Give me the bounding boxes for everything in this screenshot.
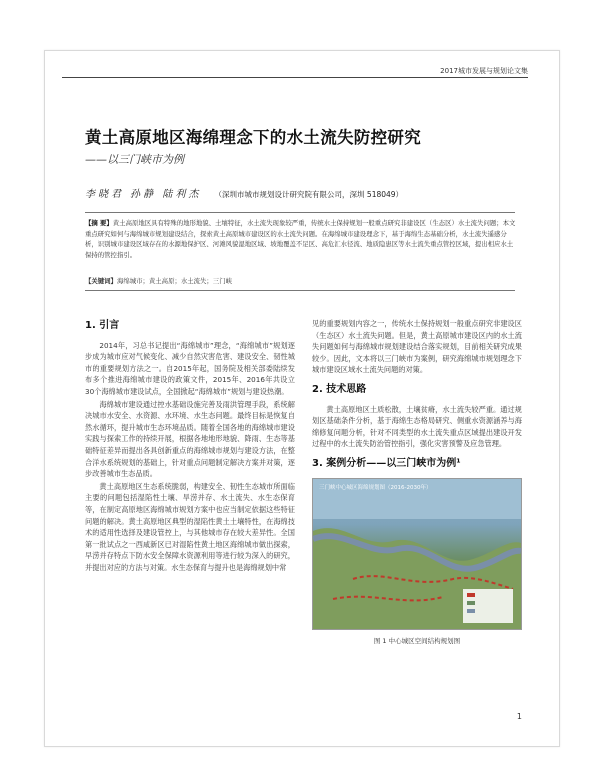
author-affiliation: （深圳市城市规划设计研究院有限公司，深圳 518049） xyxy=(214,190,404,199)
abstract-text: 黄土高原地区具有特殊的地形地貌、土壤特征，水土流失现象较严重，传统水土保持规划一般重点研究非建设区（生态区）水土流失问题；本文重点研究如何与海绵城市规划建设结合，探索黄土高原城市建设区的水土流失问题。在海绵城市建设理念下，基于海绵生态基础分析，水土流失遥感分析，识别城市建设区域存在的水源地保护区、河滩风貌湿地区域、坡地覆盖不足区、高危汇水径流、地质隐患区等水土流失重点管控区域，提出相应水土保持的管控指引。 xyxy=(85,219,516,259)
left-column xyxy=(85,318,295,574)
abstract-top-rule xyxy=(85,212,515,213)
header-rule xyxy=(62,77,528,78)
section-heading-tech: 2. 技术思路 xyxy=(312,383,367,395)
paragraph: 见的重要规划内容之一，传统水土保持规划一般重点研究非建设区（生态区）水土流失问题。但是，黄土高原城市建设区内的水土流失问题如何与海绵城市规划建设结合落实规划，目前相关研究成果较少。因此，文本将以三门峡市为案例，研究海绵城市规划理念下城市建设区域水土流失问题的对策。 xyxy=(312,319,522,375)
author-line xyxy=(85,185,403,200)
paragraph: 黄土高原地区土质松散，土壤贫瘠，水土流失较严重。通过规划区基础条件分析，基于海绵生态格局研究、侧重水资源涵养与海绵修复问题分析，针对不同类型的水土流失重点区域提出建设开发过程中的水土流失防治管控指引，强化灾害预警及应急管理。 xyxy=(312,404,522,449)
keywords-block xyxy=(85,276,515,285)
right-column xyxy=(312,318,522,647)
paragraph: 2014年，习总书记提出“海绵城市”理念，“海绵城市”规划逐步成为城市应对气候变化、减少自然灾害危害、建设安全、韧性城市的重要规划方法之一。自2015年起，国务院及相关部委陆续发布多个推进海绵城市建设的政策文件，2015年、2016年共设立30个海绵城市建设试点，全国掀起“海绵城市”规划与建设热潮。 xyxy=(85,340,295,396)
keywords-text: 海绵城市；黄土高原；水土流失；三门峡 xyxy=(116,277,232,285)
author-names: 李晓君 孙静 陆利杰 xyxy=(85,189,202,200)
paragraph: 黄土高原地区生态系统脆弱，构建安全、韧性生态城市所面临主要的问题包括湿陷性土壤、旱涝并存、水土流失、水生态保育等，在制定高原地区海绵城市规划方案中也应当制定依据这些特征问题的解决。黄土高原地区典型的湿陷性黄土土壤特性，在海绵技术的适用性选择及建设管控上，与其他城市存在较大差异性。全国第一批试点之一西咸新区已对湿陷性黄土地区海绵城市做出探索，早涝并存特点下防水安全保障水资源利用等进行较为深入的研究，并提出对应的方法与对策。水生态保育与提升也是海绵规划中常 xyxy=(85,481,295,572)
page-number: 1 xyxy=(516,712,522,721)
journal-header: 2017城市发展与规划论文集 xyxy=(440,67,528,75)
paragraph: 海绵城市建设通过控水基础设施完善及雨洪管理手段，系统解决城市水安全、水资源、水环境、水生态问题。最终目标是恢复自然水循环，提升城市生态环境品质。随着全国各地的海绵城市建设实践与探索工作的持续开展，根据各地地形地貌、降雨、生态等基础特征差异而提出各具创新重点的海绵城市规划与建设方法，在整合洋水系统规划的基础上，针对重点问题制定解决方案并对策，逐步改善城市生态品质。 xyxy=(85,399,295,479)
article-title: 黄土高原地区海绵理念下的水土流失防控研究 xyxy=(85,128,421,147)
figure-map xyxy=(312,478,522,630)
abstract-block xyxy=(85,218,517,260)
abstract-label: 【摘 要】 xyxy=(85,219,113,227)
keywords-label: 【关键词】 xyxy=(85,277,117,285)
abstract-bottom-rule xyxy=(85,290,515,291)
figure-caption: 图 1 中心城区空间结构规划图 xyxy=(373,636,461,645)
article-subtitle: ——以三门峡市为例 xyxy=(85,153,184,166)
figure-inner-title: 三门峡中心城区海绵规划图（2016-2030年） xyxy=(319,484,432,491)
section-heading-intro: 1. 引言 xyxy=(85,320,120,331)
section-heading-case: 3. 案例分析——以三门峡市为例¹ xyxy=(312,457,461,469)
map-illustration xyxy=(313,479,521,629)
